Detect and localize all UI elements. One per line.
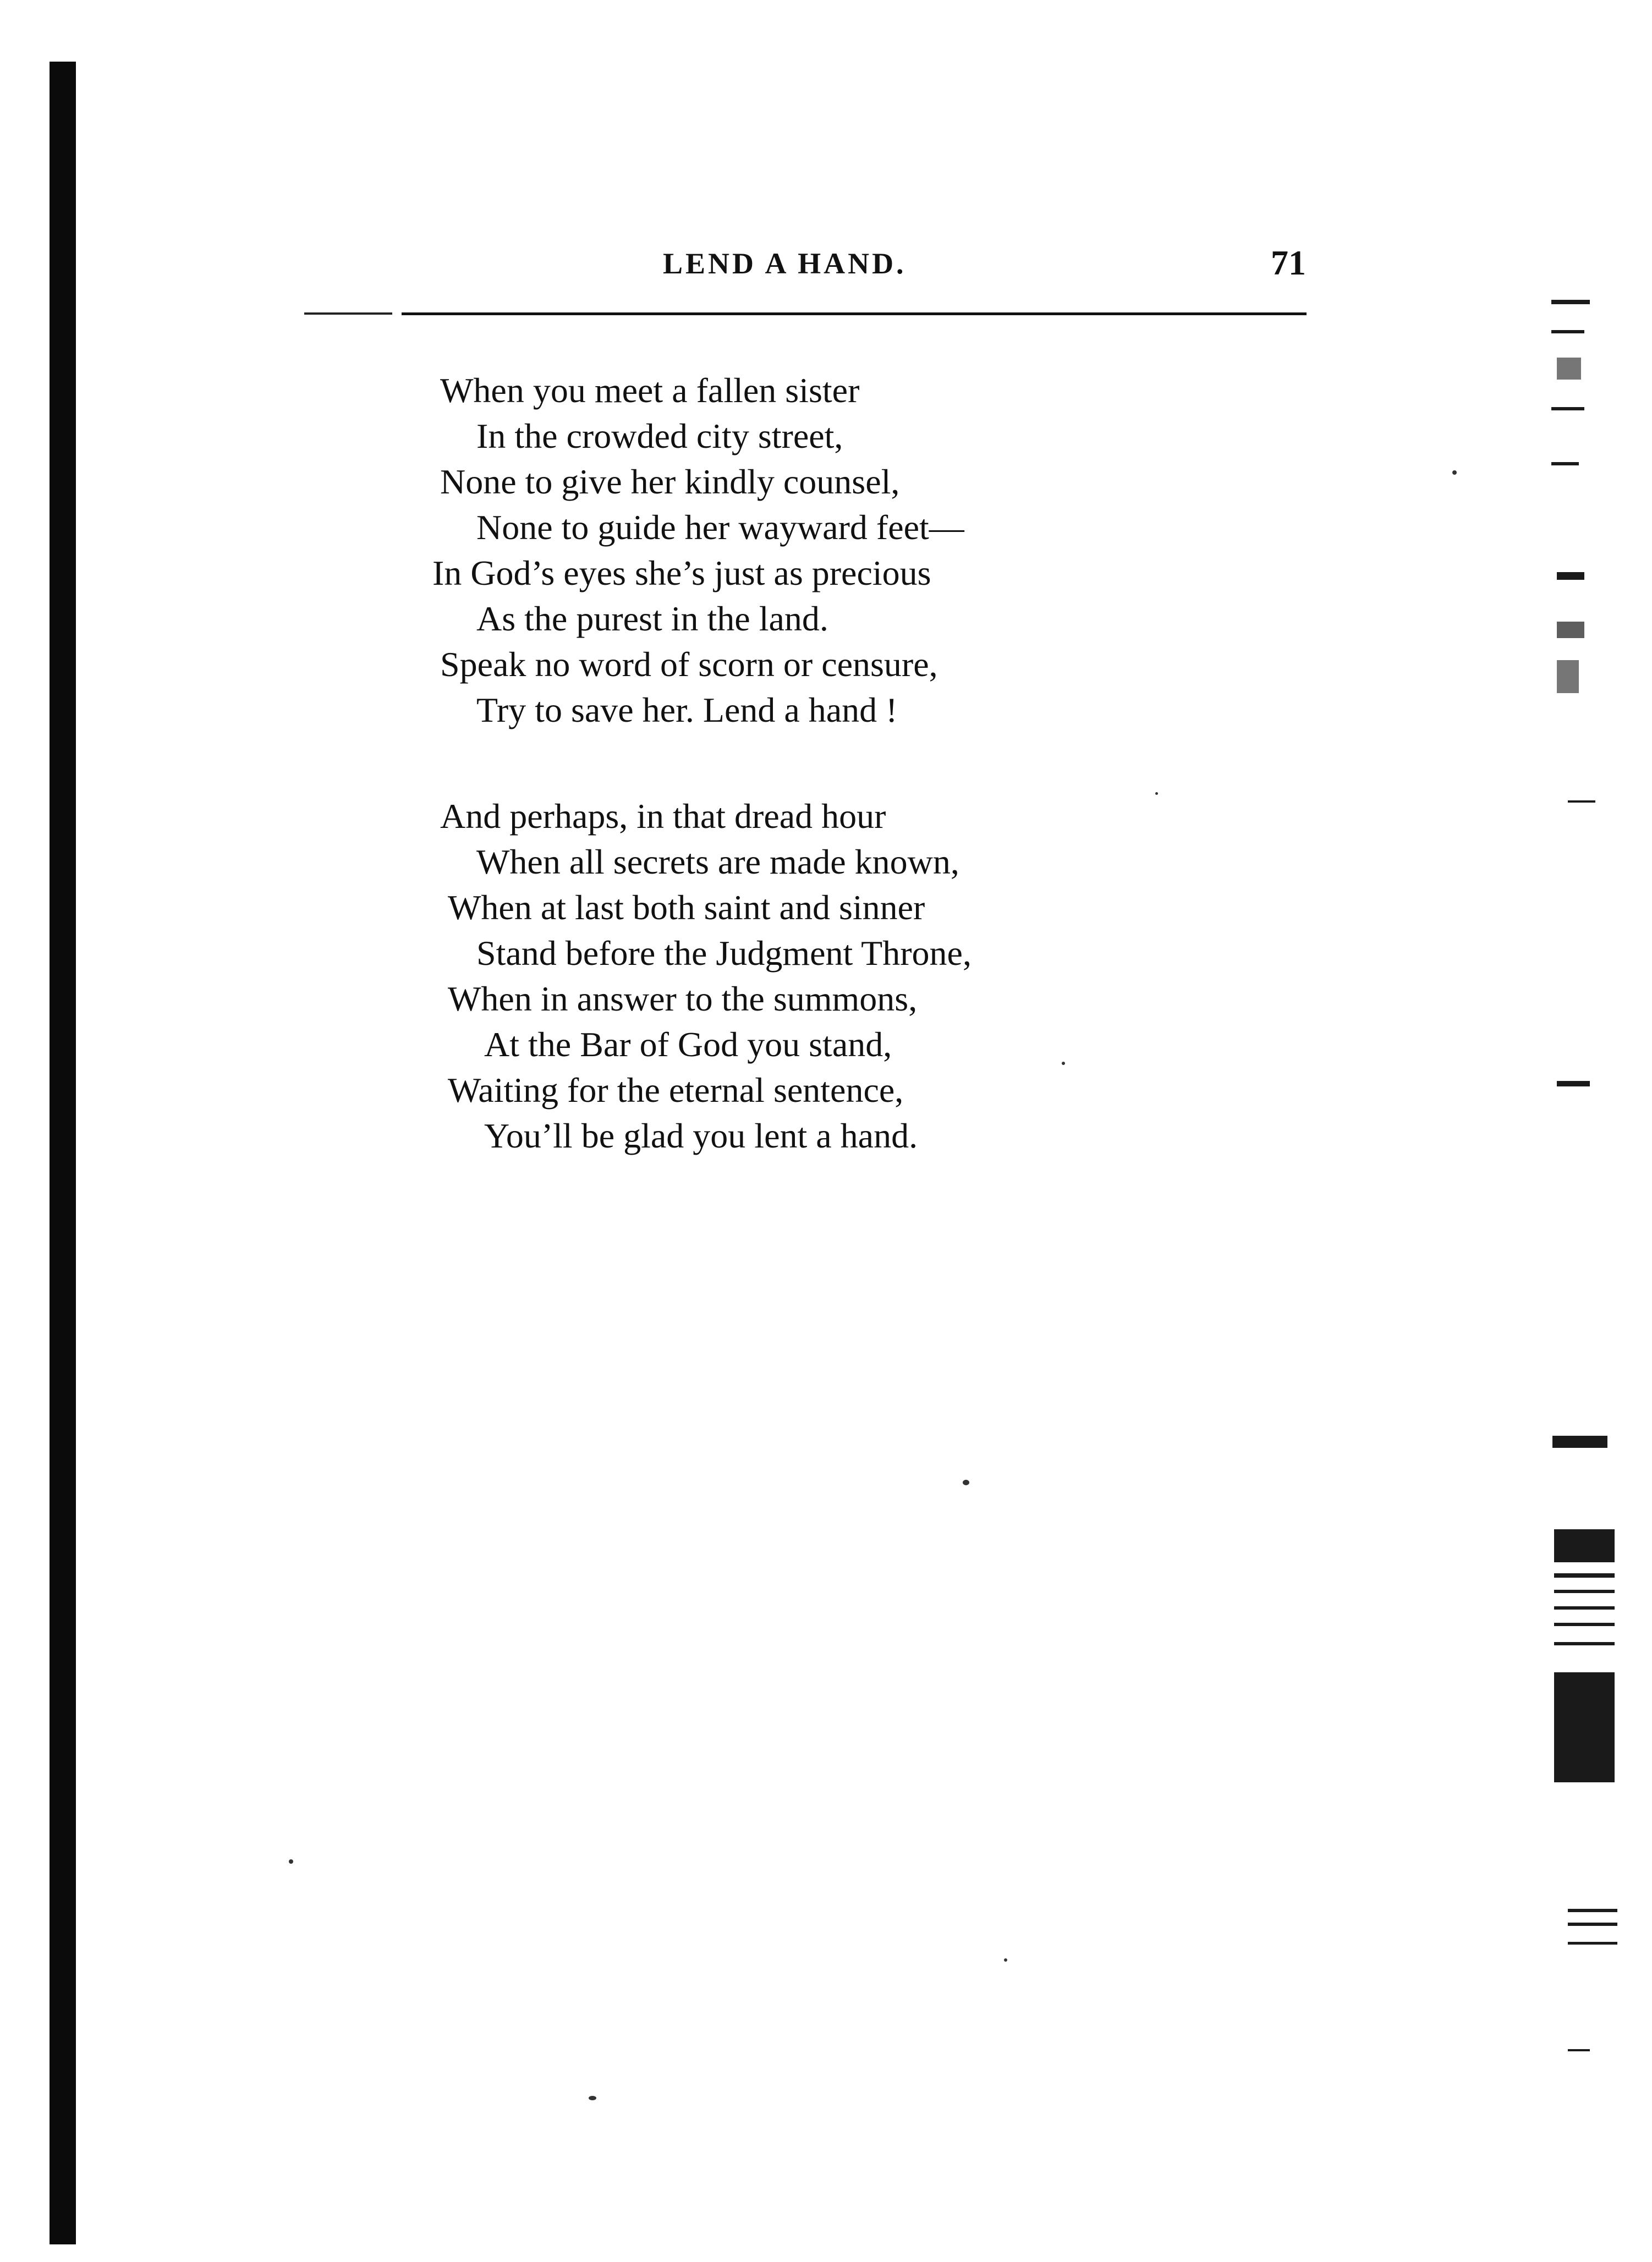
poem-line: In God’s eyes she’s just as precious (432, 553, 931, 592)
poem-line: When all secrets are made known, (476, 842, 959, 881)
poem-stanza-1 (432, 367, 1210, 733)
poem-line: As the purest in the land. (476, 599, 828, 638)
poem-line: Waiting for the eternal sentence, (448, 1070, 904, 1110)
page-number: 71 (1271, 243, 1306, 282)
binding-edge-shadow (50, 62, 76, 2244)
poem-line: And perhaps, in that dread hour (440, 797, 886, 836)
poem-line: When at last both saint and sinner (448, 888, 925, 927)
header-rule (402, 312, 1307, 315)
poem-line: None to guide her wayward feet— (476, 508, 964, 547)
poem-line: Stand before the Judgment Throne, (476, 934, 972, 973)
poem-line: None to give her kindly counsel, (440, 462, 900, 501)
poem-line: In the crowded city street, (476, 416, 843, 455)
poem-line: Try to save her. Lend a hand ! (476, 690, 898, 729)
running-head: LEND A HAND. (663, 247, 907, 280)
poem-line: When in answer to the summons, (448, 979, 918, 1018)
poem-line: When you meet a fallen sister (440, 371, 860, 410)
poem-stanza-2 (440, 793, 1210, 1159)
poem-line: At the Bar of God you stand, (484, 1025, 892, 1064)
header-rule-short (304, 312, 392, 315)
poem-line: You’ll be glad you lent a hand. (484, 1116, 918, 1155)
poem-line: Speak no word of scorn or censure, (440, 645, 938, 684)
